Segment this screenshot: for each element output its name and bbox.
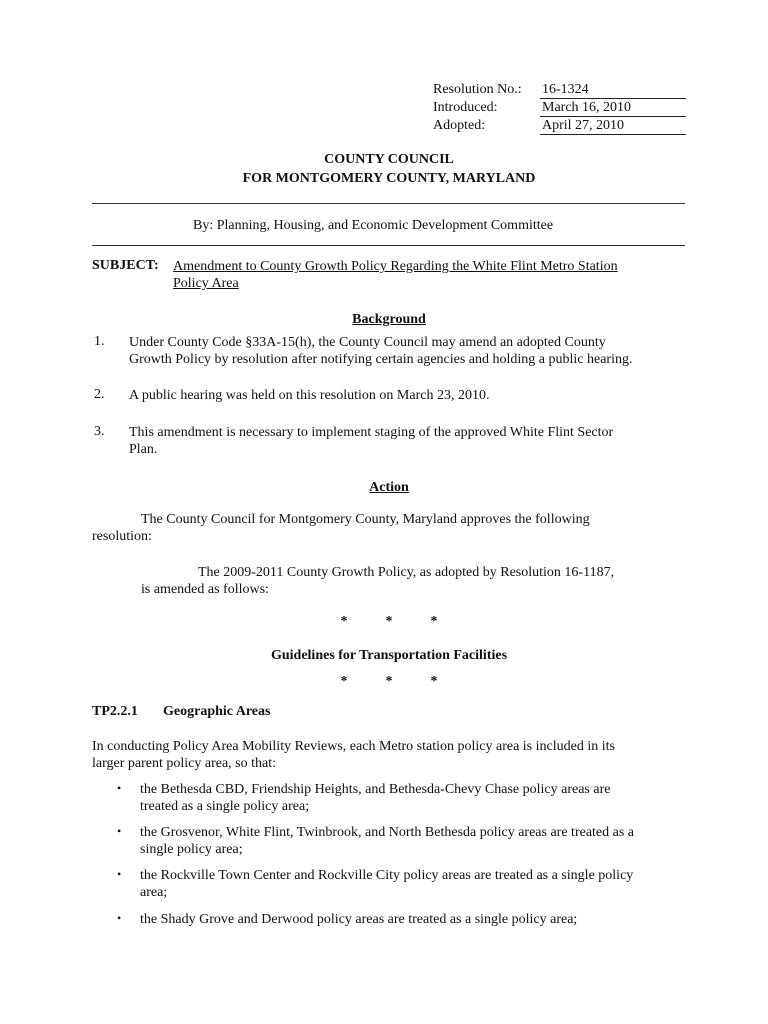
bullet-text-line: single policy area;: [140, 842, 243, 857]
by-line: By: Planning, Housing, and Economic Development Committee: [193, 218, 554, 233]
item-text-line: A public hearing was held on this resolution on March 23, 2010.: [129, 388, 490, 403]
bottom-divider: [92, 245, 685, 246]
subject-label: SUBJECT:: [92, 258, 159, 273]
star: *: [340, 674, 348, 689]
star: *: [430, 614, 438, 629]
bullet-text-line: the Shady Grove and Derwood policy areas are treated as a single policy area;: [140, 912, 578, 927]
action-intro-line-1: The County Council for Montgomery County, Maryland approves the following: [141, 512, 590, 527]
introduced-label: Introduced:: [433, 100, 498, 115]
bullet-icon: •: [117, 867, 122, 881]
bullet-text-line: area;: [140, 885, 168, 900]
item-text-line: This amendment is necessary to implement staging of the approved White Flint Sector: [129, 425, 614, 440]
subject-line-1: Amendment to County Growth Policy Regarding the White Flint Metro Station: [173, 259, 618, 274]
section-number: TP2.2.1: [92, 704, 138, 719]
bullet-icon: •: [117, 781, 122, 795]
section-separator: [0, 674, 768, 690]
star: *: [340, 614, 348, 629]
bullet-icon: •: [117, 911, 122, 925]
action-intro-line-2: resolution:: [92, 529, 152, 544]
section-intro-line-1: In conducting Policy Area Mobility Reviews, each Metro station policy area is included in its: [92, 739, 615, 754]
background-heading: Background: [352, 312, 426, 327]
star: *: [385, 614, 393, 629]
subject-line-2: Policy Area: [173, 276, 239, 291]
county-title: FOR MONTGOMERY COUNTY, MARYLAND: [242, 171, 536, 186]
section-title: Geographic Areas: [163, 704, 271, 719]
item-number: 3.: [94, 424, 105, 439]
item-number: 2.: [94, 387, 105, 402]
guidelines-heading: Guidelines for Transportation Facilities: [270, 648, 508, 663]
adopted-date: April 27, 2010: [540, 117, 686, 135]
section-separator: [0, 614, 768, 630]
council-title: COUNTY COUNCIL: [324, 152, 454, 167]
star: *: [385, 674, 393, 689]
section-intro-line-2: larger parent policy area, so that:: [92, 756, 276, 771]
amendment-line-2: is amended as follows:: [141, 582, 269, 597]
resolution-number-value: 16-1324: [540, 81, 686, 99]
adopted-label: Adopted:: [433, 118, 486, 133]
action-heading: Action: [369, 480, 409, 495]
introduced-date: March 16, 2010: [540, 99, 686, 117]
bullet-text-line: the Bethesda CBD, Friendship Heights, and Bethesda-Chevy Chase policy areas are: [140, 782, 611, 797]
item-text-line: Growth Policy by resolution after notifying certain agencies and holding a public hearing.: [129, 352, 633, 367]
item-text-line: Under County Code §33A-15(h), the County Council may amend an adopted County: [129, 335, 606, 350]
bullet-text-line: the Rockville Town Center and Rockville City policy areas are treated as a single policy: [140, 868, 634, 883]
bullet-icon: •: [117, 824, 122, 838]
top-divider: [92, 203, 685, 204]
bullet-text-line: the Grosvenor, White Flint, Twinbrook, and North Bethesda policy areas are treated as a: [140, 825, 635, 840]
bullet-text-line: treated as a single policy area;: [140, 799, 310, 814]
star: *: [430, 674, 438, 689]
item-number: 1.: [94, 334, 105, 349]
amendment-line-1: The 2009-2011 County Growth Policy, as adopted by Resolution 16-1187,: [198, 565, 615, 580]
item-text-line: Plan.: [129, 442, 158, 457]
resolution-number-label: Resolution No.:: [433, 82, 522, 97]
